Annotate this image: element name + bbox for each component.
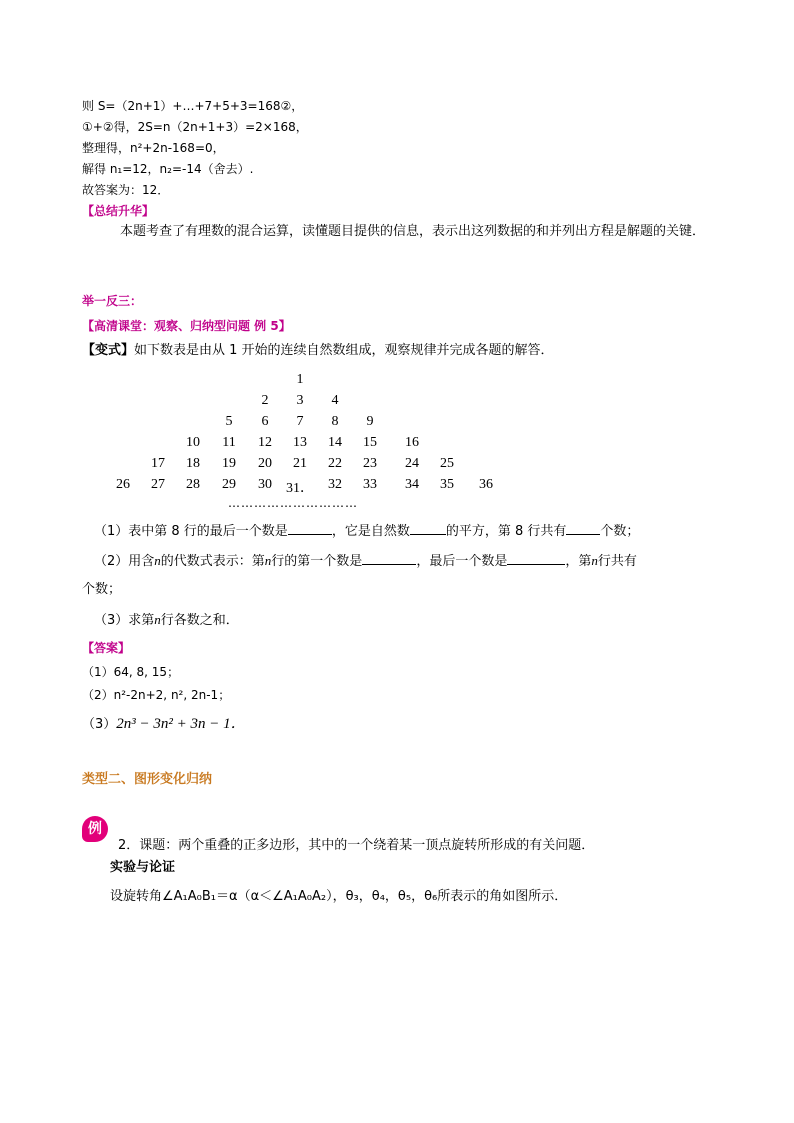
triangle-number: 19 (222, 456, 236, 471)
type-title: 类型二、图形变化归纳 (82, 772, 213, 787)
triangle-number: 32 (328, 477, 342, 492)
triangle-number: 30 (258, 477, 272, 492)
triangle-number: 23 (363, 456, 377, 471)
triangle-number: 26 (116, 477, 130, 492)
q2-var-n1: n (154, 553, 161, 568)
summary-text: 本题考查了有理数的混合运算，读懂题目提供的信息，表示出这列数据的和并列出方程是解题的关键． (120, 224, 706, 239)
triangle-number: 20 (258, 456, 272, 471)
triangle-number: 21 (293, 456, 307, 471)
triangle-number: 6 (261, 414, 269, 429)
triangle-number: 28 (186, 477, 200, 492)
q2-blank-1[interactable] (362, 550, 416, 565)
q2-text-c: 行的第一个数是 (271, 554, 363, 569)
class-ref: 【高清课堂：观察、归纳型问题 例 5】 (82, 319, 291, 333)
triangle-number: 3 (296, 393, 304, 408)
triangle-number: 16 (405, 435, 419, 450)
ellipsis-row: ………………………… (228, 496, 358, 510)
triangle-number: 2 (261, 393, 269, 408)
variant-text: 如下数表是由从 1 开始的连续自然数组成，观察规律并完成各题的解答． (134, 343, 554, 358)
question-1 (94, 520, 639, 542)
triangle-number: 15 (363, 435, 377, 450)
q3-var-n: n (154, 612, 161, 627)
q2-text-d: ，最后一个数是 (416, 554, 508, 569)
triangle-number: 5 (225, 414, 233, 429)
answer-3 (82, 716, 246, 733)
solution-line-4: 解得 n₁=12，n₂=-14（舍去）. (82, 162, 254, 176)
triangle-number: 17 (151, 456, 165, 471)
example-text: 2．课题：两个重叠的正多边形，其中的一个绕着某一顶点旋转所形成的有关问题． (118, 838, 595, 853)
question-3 (94, 610, 239, 631)
q2-var-n3: n (591, 553, 598, 568)
solution-line-2: ①+②得，2S=n（2n+1+3）=2×168， (82, 120, 308, 134)
triangle-number: 4 (331, 393, 339, 408)
q3-text-a: （3）求第 (94, 613, 155, 628)
subhead: 实验与论证 (110, 860, 176, 875)
triangle-number: 31． (286, 481, 314, 496)
triangle-number: 1 (296, 372, 304, 387)
q2-text-e: ，第 (565, 554, 592, 569)
answer-3-math: 2n³ − 3n² + 3n − 1． (116, 716, 246, 732)
question-2 (94, 550, 637, 572)
question-2-cont: 个数； (82, 582, 122, 597)
q2-text-b: 的代数式表示：第 (160, 554, 265, 569)
triangle-number: 18 (186, 456, 200, 471)
solution-line-3: 整理得，n²+2n-168=0， (82, 141, 225, 155)
q2-var-n2: n (264, 553, 272, 568)
triangle-number: 8 (331, 414, 339, 429)
q2-text-f: 行共有 (597, 554, 637, 569)
triangle-number: 13 (293, 435, 307, 450)
triangle-number: 27 (151, 477, 165, 492)
section-title: 举一反三： (82, 294, 143, 308)
q2-text-a: （2）用含 (94, 554, 155, 569)
solution-line-1: 则 S=（2n+1）+…+7+5+3=168②， (82, 99, 304, 113)
triangle-number: 7 (296, 414, 304, 429)
answer-1: （1）64, 8, 15； (82, 665, 180, 679)
triangle-number: 11 (222, 435, 236, 450)
triangle-number: 10 (186, 435, 200, 450)
triangle-number: 12 (258, 435, 272, 450)
answer-header: 【答案】 (82, 641, 131, 655)
triangle-number: 36 (479, 477, 493, 492)
variant-line (82, 343, 554, 359)
q2-blank-2[interactable] (507, 550, 565, 565)
triangle-number: 9 (366, 414, 374, 429)
q3-text-b: 行各数之和． (160, 613, 239, 628)
rotation-line: 设旋转角∠A₁A₀B₁＝α（α＜∠A₁A₀A₂），θ₃，θ₄，θ₅，θ₆所表示的角如图所示． (110, 889, 568, 904)
q1-blank-2[interactable] (410, 520, 446, 535)
summary-header: 【总结升华】 (82, 204, 155, 218)
triangle-number: 34 (405, 477, 419, 492)
q1-text-c: 的平方，第 8 行共有 (445, 524, 567, 539)
triangle-number: 29 (222, 477, 236, 492)
triangle-number: 33 (363, 477, 377, 492)
answer-3-prefix: （3） (82, 717, 117, 732)
triangle-number: 14 (328, 435, 342, 450)
q1-text-d: 个数； (600, 524, 640, 539)
answer-2: （2）n²-2n+2, n², 2n-1； (82, 688, 231, 702)
q1-text-a: （1）表中第 8 行的最后一个数是 (94, 524, 288, 539)
triangle-number: 35 (440, 477, 454, 492)
solution-line-5: 故答案为：12． (82, 183, 170, 197)
q1-text-b: ，它是自然数 (331, 524, 410, 539)
triangle-number: 22 (328, 456, 342, 471)
q1-blank-1[interactable] (288, 520, 332, 535)
triangle-number: 24 (405, 456, 419, 471)
q1-blank-3[interactable] (566, 520, 600, 535)
triangle-number: 25 (440, 456, 454, 471)
example-badge: 例 (82, 816, 108, 842)
variant-label: 【变式】 (82, 343, 135, 358)
